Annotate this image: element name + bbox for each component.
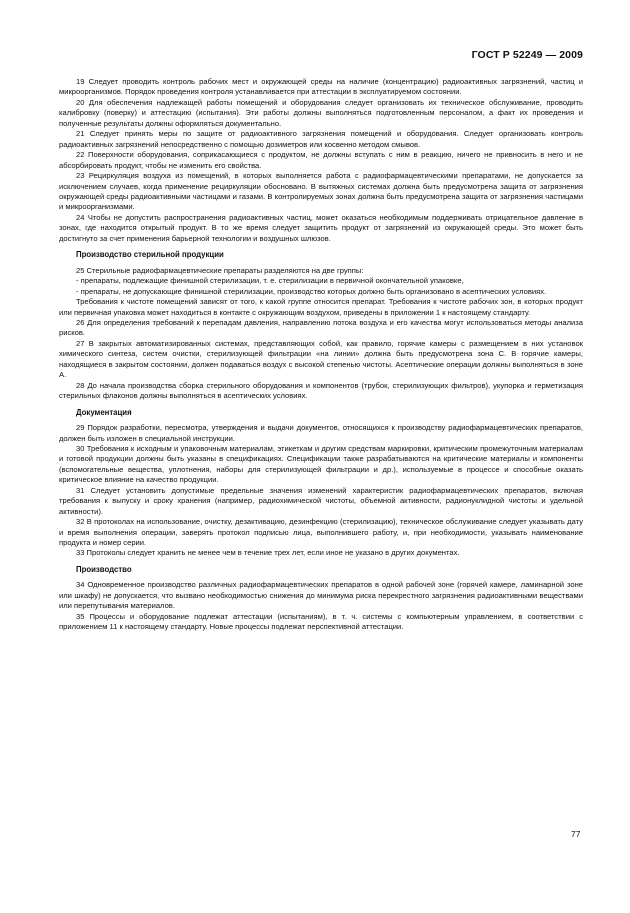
- paragraph-29: 29 Порядок разработки, пересмотра, утверждения и выдачи документов, относящихся к производству радиофармацевтических препаратов, должен быть изложен в специальной инструкции.: [59, 423, 583, 443]
- paragraph-31: 31 Следует установить допустимые предельные значения изменений характеристик радиофармацевтических препаратов, включая требования к выпуску и сроку хранения (например, радиохимической чистоты, объемной активности, радионуклидной чистоты и удельной активности).: [59, 485, 583, 516]
- paragraph-27: 27 В закрытых автоматизированных системах, представляющих собой, как правило, горячие камеры с размещением в них установок химического синтеза, систем очистки, стерилизующей фильтрации «на линии» должна быть предусмотрена зона С. В горячие камеры, находящиеся в закрытом состоянии, должен подаваться воздух с высокой степенью чистоты. Асептические операции должны выполняться в зоне А.: [59, 338, 583, 380]
- paragraph-22: 22 Поверхности оборудования, соприкасающиеся с продуктом, не должны вступать с ним в реакцию, ничего не привносить в него и не абсорбировать продукт, чтобы не изменить его свойства.: [59, 150, 583, 170]
- section-heading-production: Производство: [76, 564, 132, 574]
- paragraph-21: 21 Следует принять меры по защите от радиоактивного загрязнения помещений и оборудования. Следует организовать контроль радиоактивных загрязнений непосредственно с помощью дозиметров или косвенно методом смывов.: [59, 129, 583, 149]
- paragraph-26: 26 Для определения требований к перепадам давления, направлению потока воздуха и его качества могут использоваться методы анализа рисков.: [59, 317, 583, 338]
- list-item: - препараты, подлежащие финишной стерилизации, т. е. стерилизации в первичной окончательной упаковке,: [76, 276, 464, 286]
- paragraph-33: 33 Протоколы следует хранить не менее чем в течение трех лет, если иное не указано в других документах.: [76, 548, 460, 558]
- paragraph-28: 28 До начала производства сборка стерильного оборудования и компонентов (трубок, стерилизующих фильтров), укупорка и герметизация стерильных флаконов должны выполняться в асептических условиях.: [59, 380, 583, 401]
- paragraph-35: 35 Процессы и оборудование подлежат аттестации (испытаниям), в т. ч. системы с компьютерным управлением, в соответствии с приложением 11 к настоящему стандарту. Новые процессы подлежат перспективной аттестации.: [59, 611, 583, 632]
- paragraph-32: 32 В протоколах на использование, очистку, дезактивацию, дезинфекцию (стерилизацию), техническое обслуживание следует указывать дату и время выполнения операции, заверять протокол подписью лица, выполнившего работу, и, при необходимости, указывать наименование продукта и номер серии.: [59, 517, 583, 548]
- document-header: ГОСТ Р 52249 — 2009: [471, 49, 583, 61]
- section-heading-sterile: Производство стерильной продукции: [76, 250, 224, 260]
- paragraph-23: 23 Рециркуляция воздуха из помещений, в которых выполняется работа с радиофармацевтическими препаратами, не допускается за исключением случаев, когда применение рециркуляции обосновано. В вытяжных системах должна быть предусмотрена защита от загрязнения окружающей среды радиоактивными частицами и газами. В контролируемых зонах должна быть предусмотрена защита от загрязнения частицами и микроорганизмами.: [59, 171, 583, 212]
- page-content: [59, 77, 583, 633]
- paragraph-19: 19 Следует проводить контроль рабочих мест и окружающей среды на наличие (концентрацию) радиоактивных загрязнений, частиц и микроорганизмов. Порядок проведения контроля устанавливается при аттестации в эксплуатируемом состоянии.: [59, 77, 583, 97]
- paragraph-20: 20 Для обеспечения надлежащей работы помещений и оборудования следует организовать их техническое обслуживание, проводить калибровку (поверку) и аттестацию (испытания). Эти работы должны выполняться подготовленным персоналом, а факт их проведения и полученные результаты должны оформляться документально.: [59, 97, 583, 128]
- paragraph-34: 34 Одновременное производство различных радиофармацевтических препаратов в одной рабочей зоне (горячей камере, ламинарной зоне или шкафу) не допускается, что вызвано необходимостью снижения до минимума риска перекрестного загрязнения радиоактивными веществами или перепутывания материалов.: [59, 580, 583, 611]
- section-heading-documentation: Документация: [76, 407, 132, 417]
- paragraph-30: 30 Требования к исходным и упаковочным материалам, этикеткам и другим средствам маркировки, критическим промежуточным материалам и готовой продукции должны быть указаны в спецификациях. Спецификации также разрабатываются на критические материалы и компоненты (вспомогательные вещества, уплотнения, наборы для стерилизующей фильтрации и др.), используемые в процессе и способные оказать критическое влияние на качество продукции.: [59, 443, 583, 485]
- paragraph-25: 25 Стерильные радиофармацевтические препараты разделяются на две группы:: [76, 265, 364, 275]
- list-item: - препараты, не допускающие финишной стерилизации, производство которых должно быть организовано в асептических условиях.: [76, 286, 547, 296]
- page-number: 77: [571, 829, 581, 839]
- paragraph-25-requirements: Требования к чистоте помещений зависят от того, к какой группе относится препарат. Требования к чистоте рабочих зон, в которых продукт или первичная упаковка может находиться в контакте с окружающим воздухом, приведены в приложении 1 к настоящему стандарту.: [59, 297, 583, 317]
- paragraph-24: 24 Чтобы не допустить распространения радиоактивных частиц, может оказаться необходимым поддерживать отрицательное давление в зонах, где находится открытый продукт. В то же время следует защитить продукт от загрязнений из окружающей среды. Это может быть достигнуто за счет применения барьерной технологии и воздушных шлюзов.: [59, 212, 583, 243]
